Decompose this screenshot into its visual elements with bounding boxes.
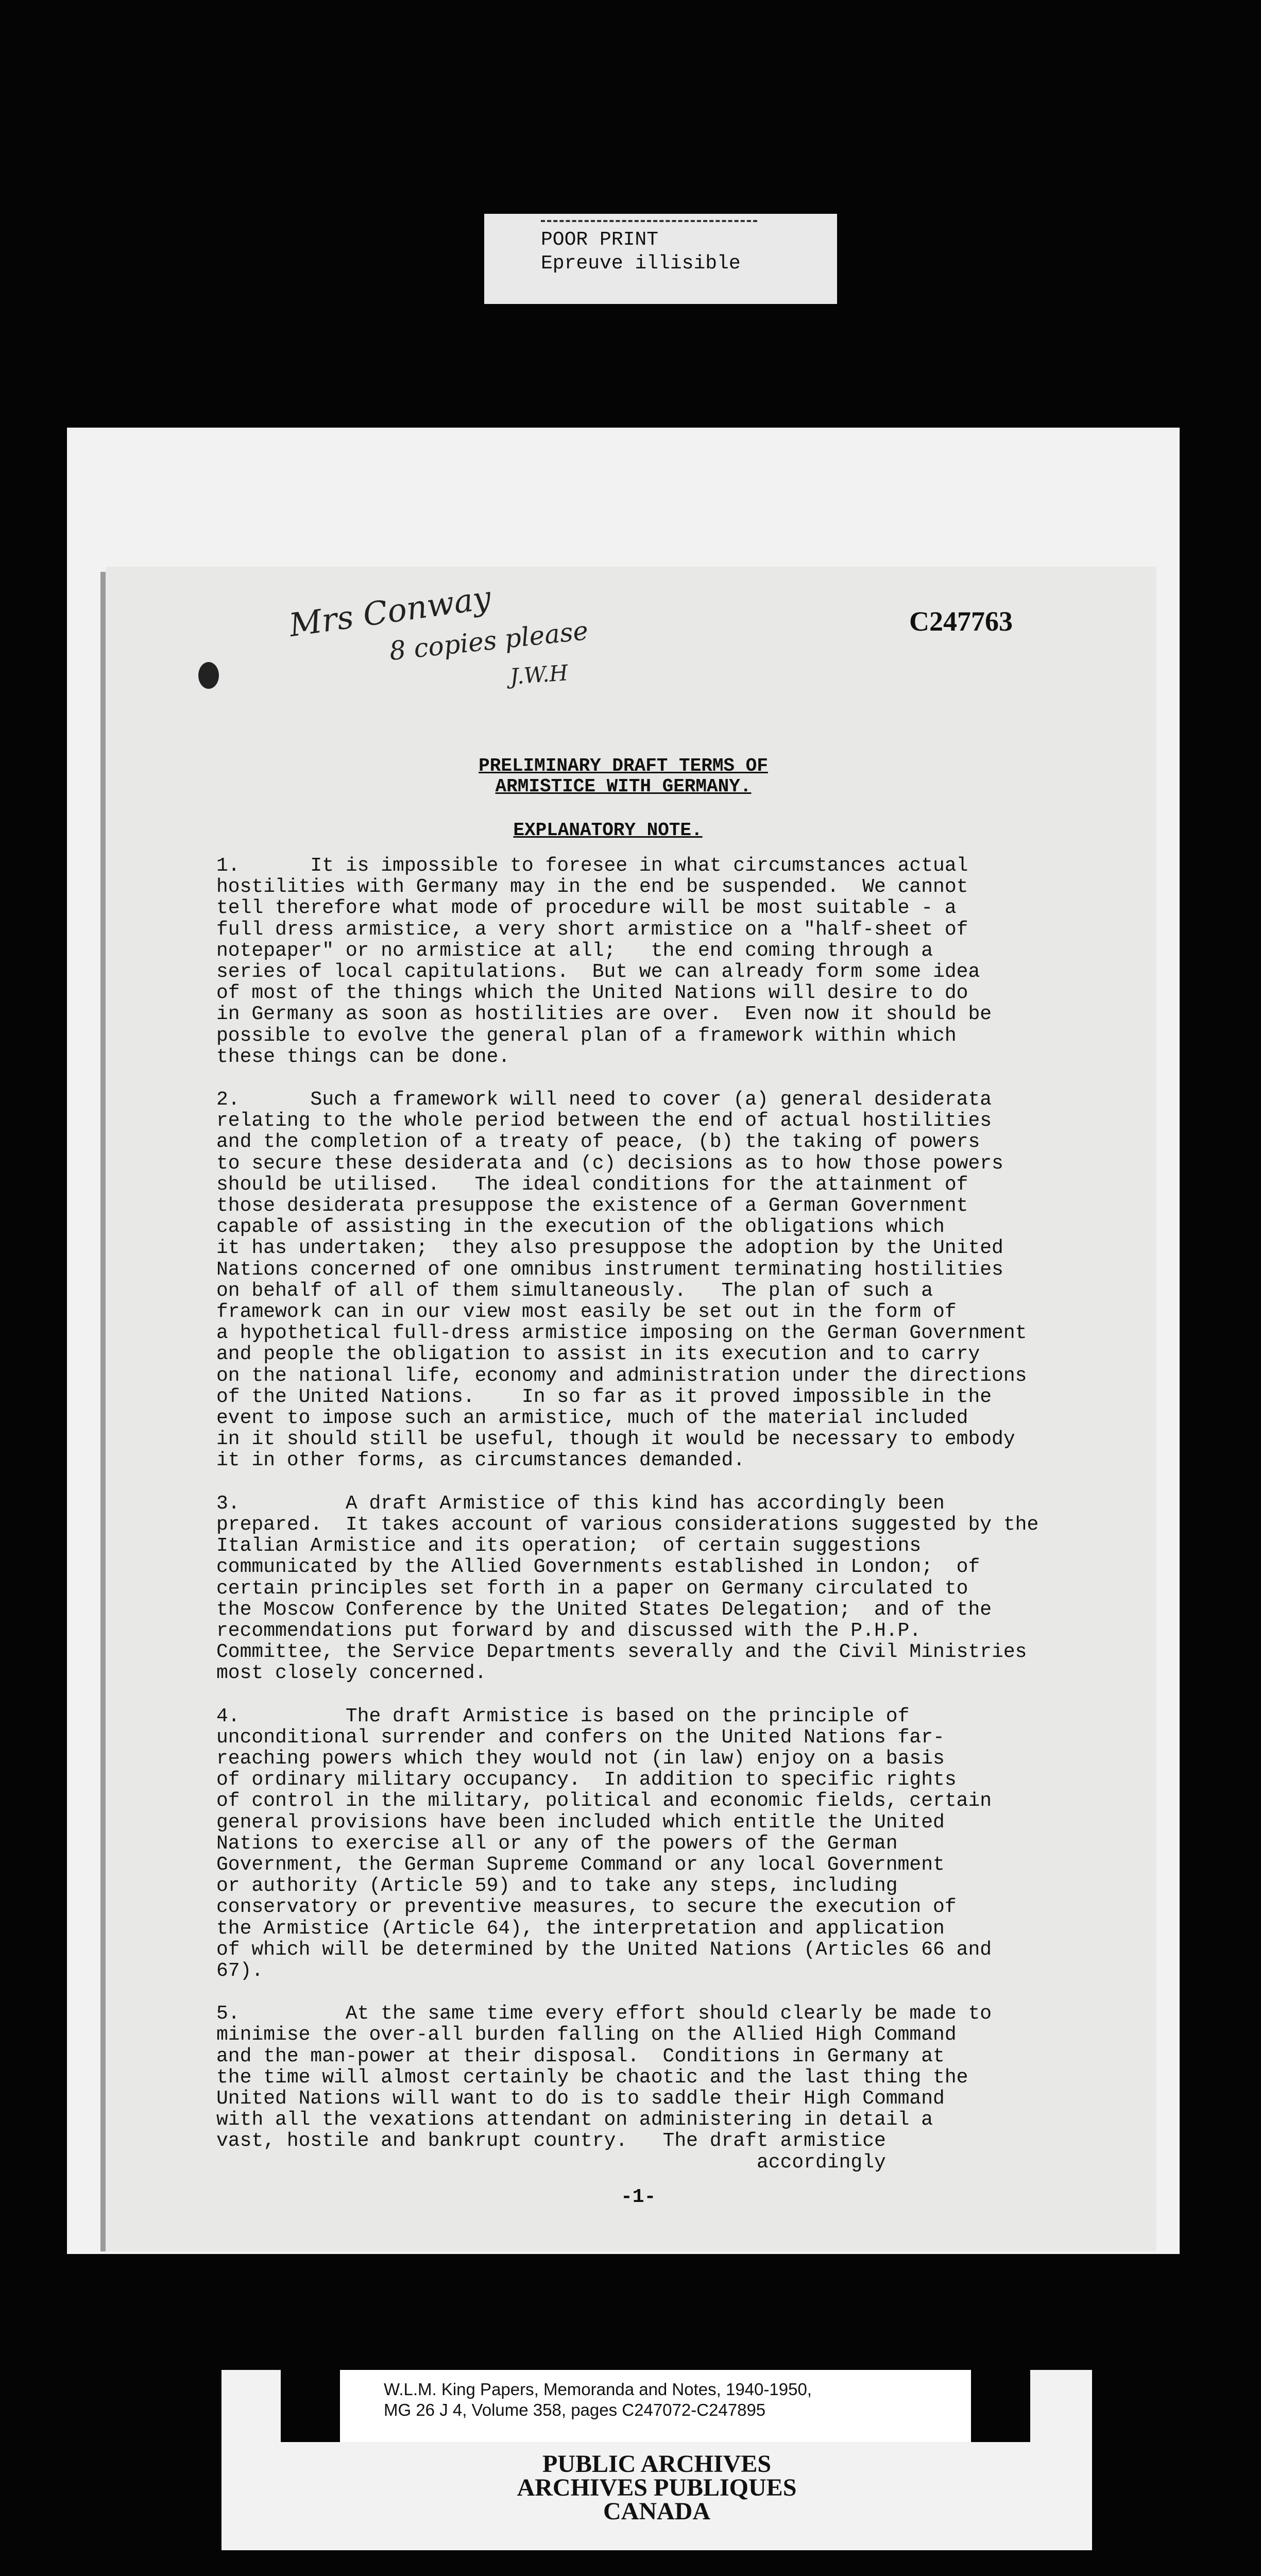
punch-hole (198, 662, 219, 689)
paragraph-1: 1. It is impossible to foresee in what circumstances actual hostilities with Germany may in the end be suspended. We cannot tell therefore what mode of procedure will be most suitable - a full dress armistice, a very short armistice on a "half-sheet of notepaper" or no armistice at all; the end coming through a series of local capitulations. But we can already form some idea of most of the things which the United Nations will desire to do in Germany as soon as hostilities are over. Even now it should be possible to evolve the general plan of a framework within which these things can be done. (216, 855, 992, 1068)
handwritten-note-2: 8 copies please (388, 615, 590, 667)
stamp-line-2: Epreuve illisible (541, 252, 741, 275)
document-body (216, 855, 1154, 2195)
poor-print-stamp (484, 214, 837, 304)
stamp-line-1: POOR PRINT (541, 229, 659, 251)
stamp-dashed-line (541, 220, 757, 226)
archives-line-2: ARCHIVES PUBLIQUES (517, 2474, 797, 2501)
document-title-line-2: ARMISTICE WITH GERMANY. (495, 776, 752, 797)
handwritten-initials: J.W.H (509, 660, 569, 689)
footer-corner-right (971, 2370, 1030, 2442)
paragraph-4: 4. The draft Armistice is based on the principle of unconditional surrender and confers on the United Nations far- reaching powers which they would not (in law) enjoy on a basis of ordinary military occupancy. In addition to specific rights of control in the military, political and economic fields, certain general provisions have been included which entitle the United Nations to exercise all or any of the powers of the German Government, the German Supreme Command or any local Government or authority (Article 59) and to take any steps, including conservatory or preventive measures, to secure the execution of the Armistice (Article 64), the interpretation and application of which will be determined by the United Nations (Articles 66 and 67). (216, 1705, 992, 1982)
archives-line-1: PUBLIC ARCHIVES (542, 2450, 772, 2478)
handwritten-note-1: Mrs Conway (286, 578, 493, 645)
citation-line-1: W.L.M. King Papers, Memoranda and Notes, 1940-1950, (384, 2380, 812, 2399)
document-subtitle: EXPLANATORY NOTE. (513, 820, 703, 841)
paragraph-3: 3. A draft Armistice of this kind has accordingly been prepared. It takes account of various considerations suggested by the Italian Armistice and its operation; of certain suggestions communicated by the Allied Governments established in London; of certain principles set forth in a paper on Germany circulated to the Moscow Conference by the United States Delegation; and of the recommendations put forward by and discussed with the P.H.P. Committee, the Service Departments severally and the Civil Ministries most closely concerned. (216, 1492, 1039, 1685)
paragraph-5: 5. At the same time every effort should clearly be made to minimise the over-all burden falling on the Allied High Command and the man-power at their disposal. Conditions in Germany at the time will almost certainly be chaotic and the last thing the United Nations will want to do is to saddle their High Command with all the vexations attendant on administering in detail a vast, hostile and bankrupt country. The draft armistice accordingly (216, 2003, 992, 2174)
paragraph-2: 2. Such a framework will need to cover (a) general desiderata relating to the whole period between the end of actual hostilities and the completion of a treaty of peace, (b) the taking of powers to secure these desiderata and (c) decisions as to how those powers should be utilised. The ideal conditions for the attainment of those desiderata presuppose the existence of a German Government capable of assisting in the execution of the obligations which it has undertaken; they also presuppose the adoption by the United Nations concerned of one omnibus instrument terminating hostilities on behalf of all of them simultaneously. The plan of such a framework can in our view most easily be set out in the form of a hypothetical full-dress armistice imposing on the German Government and people the obligation to assist in its execution and to carry on the national life, economy and administration under the directions of the United Nations. In so far as it proved impossible in the event to impose such an armistice, much of the material included in it should still be useful, though it would be necessary to embody it in other forms, as circumstances demanded. (216, 1089, 1027, 1472)
citation-line-2: MG 26 J 4, Volume 358, pages C247072-C247895 (384, 2400, 766, 2419)
footer-corner-left (281, 2370, 340, 2442)
page-number: -1- (621, 2186, 656, 2208)
citation-label (340, 2370, 971, 2442)
document-title-line-1: PRELIMINARY DRAFT TERMS OF (479, 755, 768, 776)
archives-stamp (221, 2452, 1092, 2523)
archives-line-3: CANADA (603, 2498, 710, 2525)
document-number: C247763 (909, 606, 1013, 637)
